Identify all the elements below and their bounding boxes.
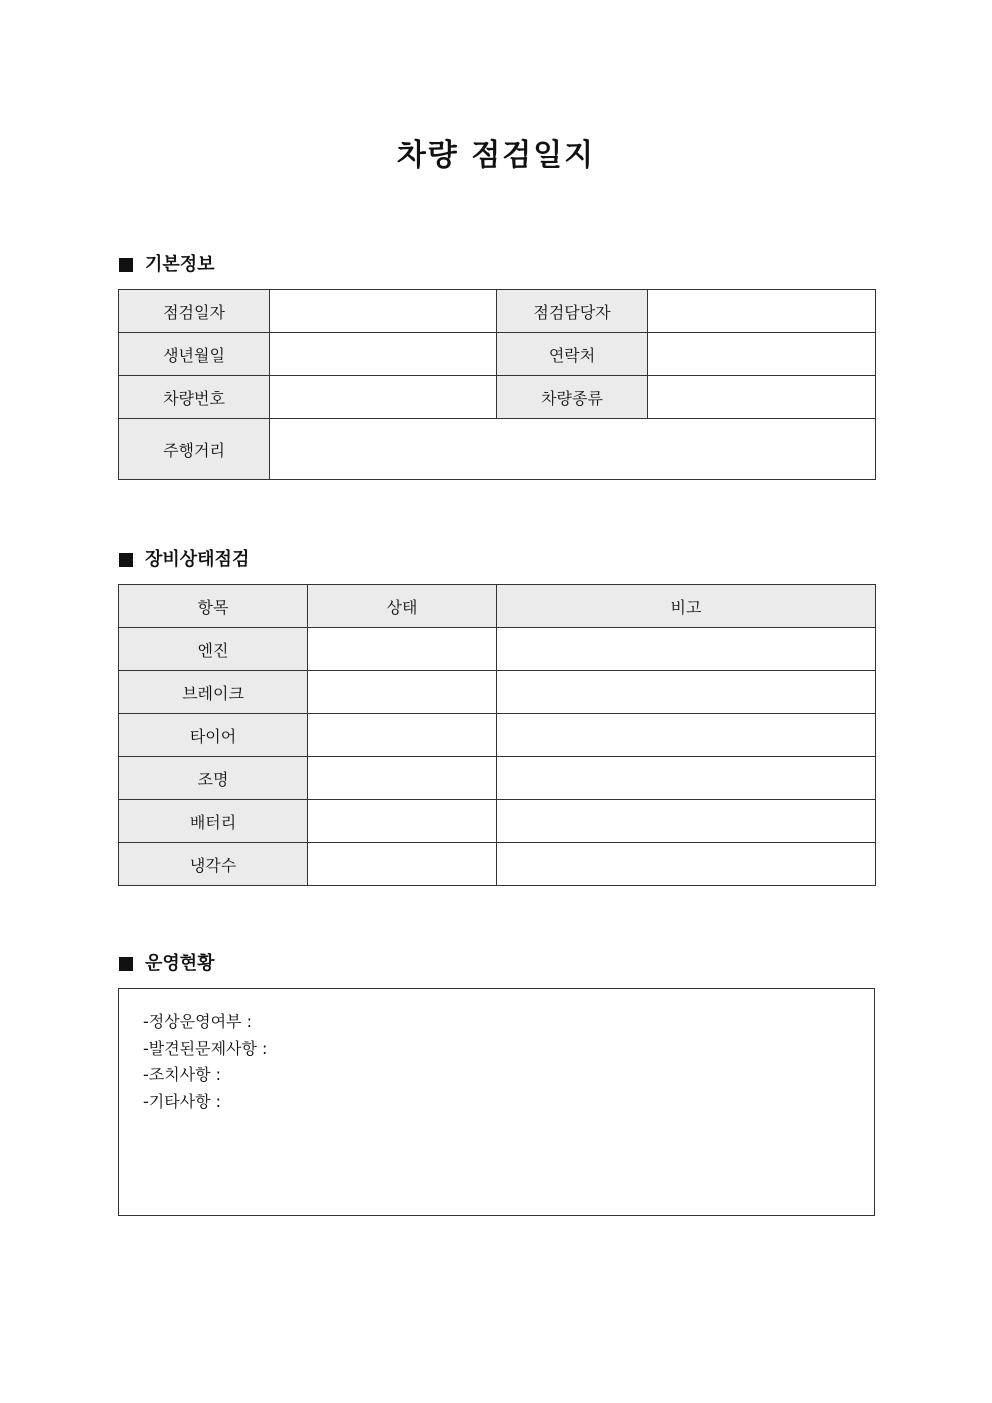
status-cell[interactable] [308, 800, 497, 843]
item-battery: 배터리 [119, 800, 308, 843]
column-header-status: 상태 [308, 585, 497, 628]
normal-operation-line: -정상운영여부 : [143, 1012, 252, 1031]
table-row [119, 843, 876, 886]
inspector-label: 점검담당자 [497, 290, 648, 333]
status-cell[interactable] [308, 628, 497, 671]
issues-found-line: -발견된문제사항 : [143, 1038, 268, 1058]
equipment-check-table [118, 584, 876, 886]
table-row [119, 290, 876, 333]
item-lighting: 조명 [119, 757, 308, 800]
vehicle-type-label: 차량종류 [497, 376, 648, 419]
square-bullet-icon [119, 258, 133, 272]
table-row [119, 671, 876, 714]
mileage-field[interactable] [270, 419, 876, 480]
remarks-cell[interactable] [497, 628, 876, 671]
status-cell[interactable] [308, 714, 497, 757]
status-cell[interactable] [308, 757, 497, 800]
operation-status-lines [143, 1009, 267, 1115]
inspection-date-label: 점검일자 [119, 290, 270, 333]
section-heading-operation-status [119, 952, 215, 976]
table-row [119, 376, 876, 419]
status-cell[interactable] [308, 671, 497, 714]
table-row [119, 714, 876, 757]
table-row [119, 800, 876, 843]
section-title: 장비상태점검 [145, 549, 250, 570]
item-brake: 브레이크 [119, 671, 308, 714]
section-heading-basic-info [119, 253, 215, 277]
table-row [119, 333, 876, 376]
remarks-cell[interactable] [497, 714, 876, 757]
vehicle-number-field[interactable] [270, 376, 497, 419]
section-title: 기본정보 [145, 254, 215, 275]
table-header-row [119, 585, 876, 628]
square-bullet-icon [119, 553, 133, 567]
birth-date-field[interactable] [270, 333, 497, 376]
actions-taken-line: -조치사항 : [143, 1065, 222, 1084]
inspector-field[interactable] [648, 290, 876, 333]
section-title: 운영현황 [145, 953, 215, 974]
column-header-remarks: 비고 [497, 585, 876, 628]
remarks-cell[interactable] [497, 671, 876, 714]
section-heading-equipment-check [119, 548, 249, 572]
status-cell[interactable] [308, 843, 497, 886]
birth-date-label: 생년월일 [119, 333, 270, 376]
contact-label: 연락처 [497, 333, 648, 376]
item-engine: 엔진 [119, 628, 308, 671]
other-notes-line: -기타사항 : [143, 1091, 222, 1111]
vehicle-type-field[interactable] [648, 376, 876, 419]
column-header-item: 항목 [119, 585, 308, 628]
table-row [119, 628, 876, 671]
remarks-cell[interactable] [497, 843, 876, 886]
contact-field[interactable] [648, 333, 876, 376]
item-tire: 타이어 [119, 714, 308, 757]
square-bullet-icon [119, 957, 133, 971]
remarks-cell[interactable] [497, 800, 876, 843]
operation-status-box[interactable] [118, 988, 875, 1216]
remarks-cell[interactable] [497, 757, 876, 800]
mileage-label: 주행거리 [119, 419, 270, 480]
table-row [119, 757, 876, 800]
basic-info-table [118, 289, 876, 480]
page-title: 차량 점검일지 [396, 138, 596, 173]
inspection-date-field[interactable] [270, 290, 497, 333]
vehicle-number-label: 차량번호 [119, 376, 270, 419]
table-row [119, 419, 876, 480]
item-coolant: 냉각수 [119, 843, 308, 886]
